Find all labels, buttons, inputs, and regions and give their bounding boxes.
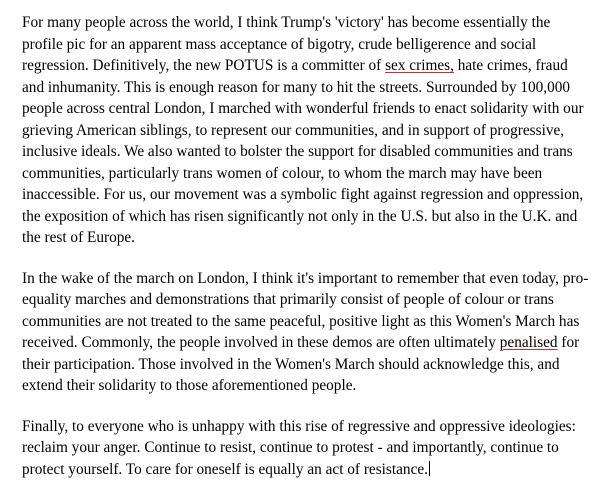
paragraph bbox=[22, 416, 590, 481]
paragraph-text: for their participation. Those involved in the Women's March should acknowledge this, and extend their solidarity to those aforementioned people. bbox=[22, 334, 580, 394]
spellcheck-misspelled-text: sex crimes, bbox=[385, 57, 454, 74]
spellcheck-misspelled-text: penalised bbox=[499, 334, 558, 351]
paragraph-text: hate crimes, fraud and inhumanity. This is enough reason for many to hit the streets. Surrounded by 100,000 people across central London, I marched with wonderful friends to enact solidarity with our grieving American siblings, to represent our communities, and in support of progressive, inclusive ideals. We also wanted to bolster the support for disabled communities and trans communities, particularly trans women of colour, to whom the march may have been inaccessible. For us, our movement was a symbolic fight against regression and oppression, the exposition of which has risen significantly not only in the U.S. but also in the U.K. and the rest of Europe. bbox=[22, 57, 584, 246]
text-cursor bbox=[429, 461, 430, 476]
paragraph-text: In the wake of the march on London, I think it's important to remember that even today, pro-equality marches and demonstrations that primarily consist of people of colour or trans communities are not treated to the same peaceful, positive light as this Women's March has received. Commonly, the people involved in these demos are often ultimately bbox=[22, 269, 589, 351]
paragraph-text: For many people across the world, I think Trump's 'victory' has become essentially the profile pic for an apparent mass acceptance of bigotry, crude belligerence and social regression. Definitively, the new POTUS is a committer of bbox=[22, 14, 551, 74]
paragraph bbox=[22, 12, 590, 249]
paragraph-text: Finally, to everyone who is unhappy with this rise of regressive and oppressive ideologies: reclaim your anger. Continue to resist, continue to protest - and importantly, continue to protect yourself. To care for oneself is equally an act of resistance. bbox=[22, 417, 576, 478]
paragraph bbox=[22, 268, 590, 397]
